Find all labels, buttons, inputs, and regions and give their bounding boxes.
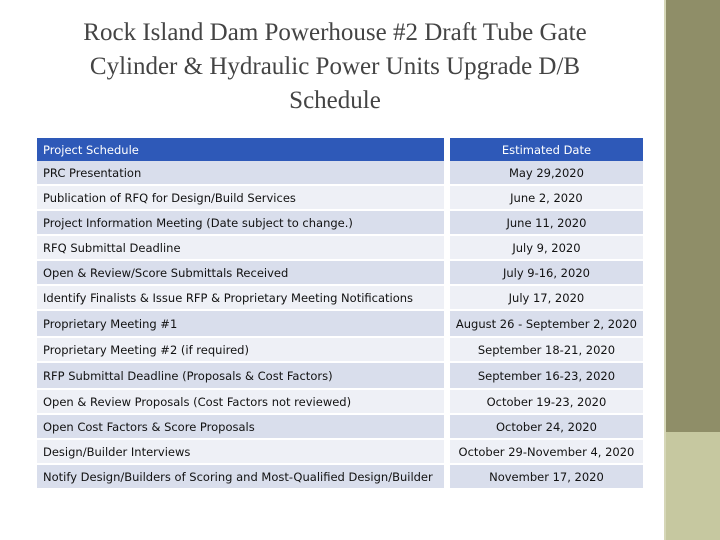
row-date: July 9, 2020 <box>450 235 643 260</box>
side-band-divider <box>664 0 666 540</box>
row-date: September 18-21, 2020 <box>450 337 643 362</box>
row-date: October 24, 2020 <box>450 414 643 439</box>
schedule-table <box>37 138 643 490</box>
row-date: July 17, 2020 <box>450 285 643 310</box>
table-row <box>37 185 643 210</box>
table-row <box>37 310 643 337</box>
table-row <box>37 161 643 185</box>
row-task: Open Cost Factors & Score Proposals <box>37 414 444 439</box>
table-header-row <box>37 138 643 161</box>
table-row <box>37 464 643 489</box>
row-task: Proprietary Meeting #2 (if required) <box>37 337 444 362</box>
page-title <box>20 16 650 118</box>
row-date: June 11, 2020 <box>450 210 643 235</box>
row-date: October 29-November 4, 2020 <box>450 439 643 464</box>
row-task: Project Information Meeting (Date subject to change.) <box>37 210 444 235</box>
row-date: September 16-23, 2020 <box>450 362 643 389</box>
row-date: July 9-16, 2020 <box>450 260 643 285</box>
row-task: RFQ Submittal Deadline <box>37 235 444 260</box>
table-row <box>37 439 643 464</box>
table-row <box>37 337 643 362</box>
row-task: Identify Finalists & Issue RFP & Proprietary Meeting Notifications <box>37 285 444 310</box>
row-task: Notify Design/Builders of Scoring and Most-Qualified Design/Builder <box>37 464 444 489</box>
table-row <box>37 210 643 235</box>
row-date: May 29,2020 <box>450 161 643 185</box>
side-band-dark <box>666 0 720 432</box>
table-row <box>37 389 643 414</box>
title-line-3: Schedule <box>289 87 381 114</box>
table-row <box>37 414 643 439</box>
row-task: Open & Review/Score Submittals Received <box>37 260 444 285</box>
row-task: RFP Submittal Deadline (Proposals & Cost Factors) <box>37 362 444 389</box>
title-line-1: Rock Island Dam Powerhouse #2 Draft Tube Gate <box>83 19 587 46</box>
row-date: November 17, 2020 <box>450 464 643 489</box>
header-project-schedule: Project Schedule <box>37 138 444 161</box>
row-task: PRC Presentation <box>37 161 444 185</box>
table-row <box>37 362 643 389</box>
header-estimated-date: Estimated Date <box>450 138 643 161</box>
row-task: Design/Builder Interviews <box>37 439 444 464</box>
table-row <box>37 285 643 310</box>
row-task: Open & Review Proposals (Cost Factors not reviewed) <box>37 389 444 414</box>
table-row <box>37 260 643 285</box>
row-date: June 2, 2020 <box>450 185 643 210</box>
row-task: Publication of RFQ for Design/Build Services <box>37 185 444 210</box>
title-line-2: Cylinder & Hydraulic Power Units Upgrade D/B <box>89 53 581 80</box>
row-date: August 26 - September 2, 2020 <box>450 310 643 337</box>
row-date: October 19-23, 2020 <box>450 389 643 414</box>
row-task: Proprietary Meeting #1 <box>37 310 444 337</box>
side-band-light <box>666 432 720 540</box>
table-row <box>37 235 643 260</box>
